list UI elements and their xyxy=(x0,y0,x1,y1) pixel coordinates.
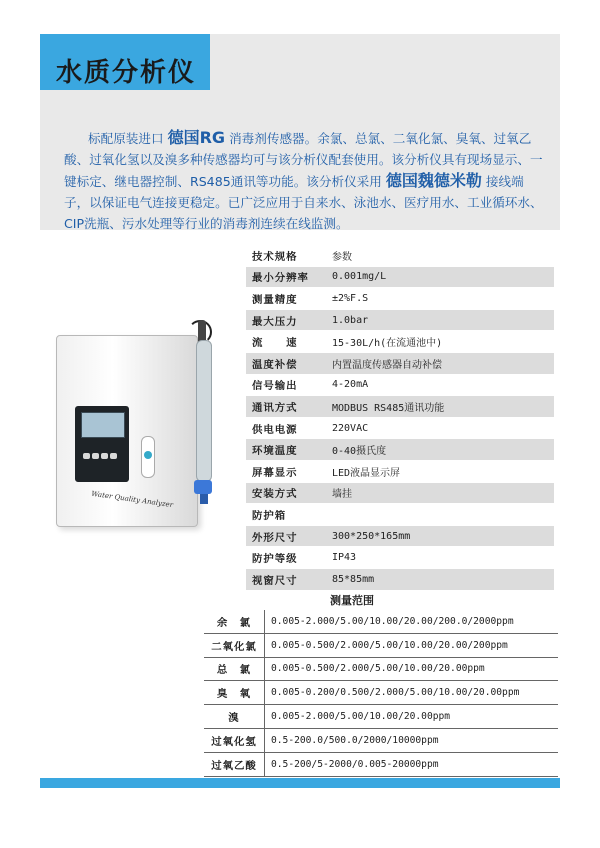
spec-value: IP43 xyxy=(326,547,554,569)
spec-key: 通讯方式 xyxy=(246,396,326,418)
spec-key: 视窗尺寸 xyxy=(246,568,326,590)
intro-text-3: 接线端子，以保证电气连接更稳定。已广泛应用于自来水、泳池水、医疗用水、工业循环水、CIP洗瓶、污水处理等行业的消毒剂连续在线监测。 xyxy=(64,174,543,231)
range-table xyxy=(204,610,558,777)
title-bar-gray xyxy=(210,34,560,90)
spec-row xyxy=(246,417,554,439)
spec-key: 技术规格 xyxy=(246,245,326,266)
spec-value: 4-20mA xyxy=(326,374,554,396)
spec-row xyxy=(246,288,554,310)
spec-row-section xyxy=(246,504,554,526)
spec-row xyxy=(246,439,554,461)
spec-row xyxy=(246,266,554,288)
spec-key: 安装方式 xyxy=(246,482,326,504)
spec-value: 15-30L/h(在流通池中) xyxy=(326,331,554,353)
range-key: 余 氯 xyxy=(204,610,265,633)
spec-row xyxy=(246,547,554,569)
spec-row-header xyxy=(246,245,554,266)
spec-key: 温度补偿 xyxy=(246,352,326,374)
device-image xyxy=(48,300,228,550)
spec-row xyxy=(246,352,554,374)
spec-key: 最大压力 xyxy=(246,309,326,331)
spec-value: 0.001mg/L xyxy=(326,266,554,288)
spec-row xyxy=(246,525,554,547)
spec-row xyxy=(246,568,554,590)
spec-key: 屏幕显示 xyxy=(246,460,326,482)
spec-row xyxy=(246,331,554,353)
range-value: 0.005-2.000/5.00/10.00/20.00ppm xyxy=(265,705,559,729)
range-value: 0.005-0.500/2.000/5.00/10.00/20.00/200ppm xyxy=(265,633,559,657)
spec-value: LED液晶显示屏 xyxy=(326,460,554,482)
spec-value: 220VAC xyxy=(326,417,554,439)
spec-key: 流 速 xyxy=(246,331,326,353)
flow-cell-base-icon xyxy=(194,480,212,494)
cabinet-label: Water Quality Analyzer xyxy=(90,489,174,510)
spec-value: 300*250*165mm xyxy=(326,525,554,547)
range-key: 二氧化氯 xyxy=(204,633,265,657)
range-key: 总 氯 xyxy=(204,657,265,681)
intro-brand-rg: 德国RG xyxy=(167,128,226,147)
page-title: 水质分析仪 xyxy=(56,58,197,88)
range-title: 测量范围 xyxy=(330,594,374,607)
spec-key: 信号输出 xyxy=(246,374,326,396)
analyzer-cabinet xyxy=(56,335,198,527)
control-panel xyxy=(75,406,129,482)
spec-value: 0-40摄氏度 xyxy=(326,439,554,461)
lcd-screen xyxy=(81,412,125,438)
intro-brand-weidmuller: 德国魏德米勒 xyxy=(385,171,482,190)
flow-cell-icon xyxy=(196,340,212,482)
range-row xyxy=(204,752,558,776)
intro-paragraph xyxy=(64,127,546,234)
spec-key: 防护箱 xyxy=(246,504,326,526)
range-key: 溴 xyxy=(204,705,265,729)
power-switch-icon xyxy=(141,436,155,478)
range-value: 0.5-200.0/500.0/2000/10000ppm xyxy=(265,728,559,752)
switch-indicator-icon xyxy=(144,451,152,459)
intro-text-1: 标配原装进口 xyxy=(88,131,164,146)
range-key: 臭 氧 xyxy=(204,681,265,705)
keypad xyxy=(83,444,123,454)
spec-row xyxy=(246,374,554,396)
spec-value: 内置温度传感器自动补偿 xyxy=(326,352,554,374)
range-row xyxy=(204,610,558,633)
range-value: 0.005-2.000/5.00/10.00/20.00/200.0/2000ppm xyxy=(265,610,559,633)
spec-row xyxy=(246,460,554,482)
spec-value: 墙挂 xyxy=(326,482,554,504)
spec-row xyxy=(246,396,554,418)
spec-value: 参数 xyxy=(326,245,554,266)
spec-row xyxy=(246,482,554,504)
range-value: 0.005-0.200/0.500/2.000/5.00/10.00/20.00ppm xyxy=(265,681,559,705)
spec-row xyxy=(246,309,554,331)
spec-value: 85*85mm xyxy=(326,568,554,590)
spec-key: 测量精度 xyxy=(246,288,326,310)
spec-key: 防护等级 xyxy=(246,547,326,569)
range-row xyxy=(204,728,558,752)
bottom-bar xyxy=(40,778,560,788)
spec-key: 环境温度 xyxy=(246,439,326,461)
range-row xyxy=(204,633,558,657)
spec-value: 1.0bar xyxy=(326,309,554,331)
spec-key: 供电电源 xyxy=(246,417,326,439)
range-key: 过氧化氢 xyxy=(204,728,265,752)
spec-value: ±2%F.S xyxy=(326,288,554,310)
range-row xyxy=(204,705,558,729)
spec-value: MODBUS RS485通讯功能 xyxy=(326,396,554,418)
spec-key: 外形尺寸 xyxy=(246,525,326,547)
spec-key: 最小分辨率 xyxy=(246,266,326,288)
range-value: 0.005-0.500/2.000/5.00/10.00/20.00ppm xyxy=(265,657,559,681)
intro-text-2: 消毒剂传感器。余氯、总氯、二氧化氯、臭氧、过氧乙酸、过氧化氢以及溴多种传感器均可与该分析仪配套使用。该分析仪具有现场显示、一键标定、继电器控制、RS485通讯等功能。该分析仪采用 xyxy=(64,131,543,189)
spec-table xyxy=(246,245,554,591)
range-value: 0.5-200/5-2000/0.005-20000ppm xyxy=(265,752,559,776)
flow-cell-outlet-icon xyxy=(200,494,208,504)
range-row xyxy=(204,657,558,681)
spec-value xyxy=(326,504,554,526)
range-key: 过氧乙酸 xyxy=(204,752,265,776)
range-row xyxy=(204,681,558,705)
